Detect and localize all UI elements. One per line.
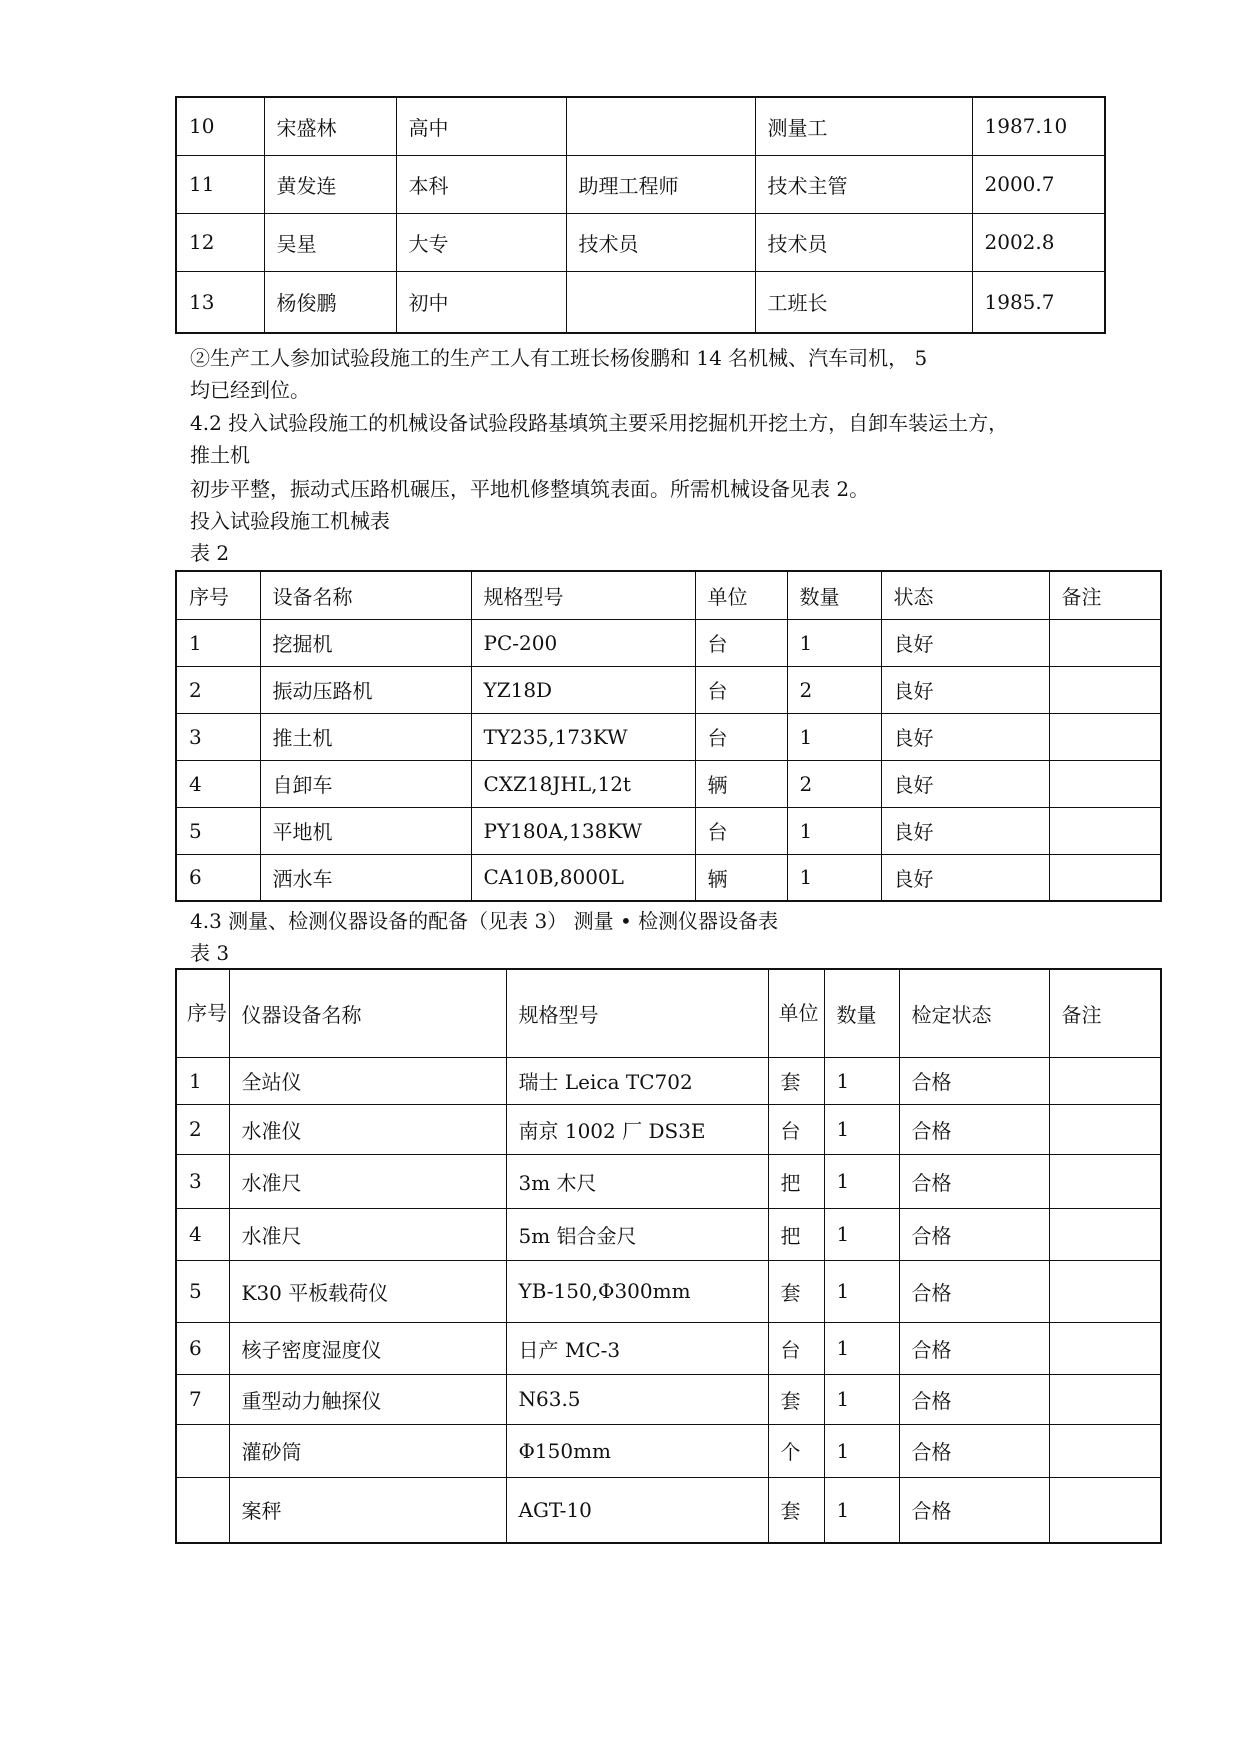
table-cell: 合格 [899, 1374, 1049, 1424]
table-cell: 推土机 [260, 713, 471, 760]
table-cell: 2 [176, 1104, 229, 1154]
table-cell: 良好 [881, 619, 1049, 666]
column-header: 仪器设备名称 [229, 969, 506, 1057]
table-cell: 1 [824, 1260, 899, 1322]
table-cell: 水准尺 [229, 1154, 506, 1208]
table-row [176, 1104, 1161, 1154]
table-cell: 4 [176, 760, 260, 807]
table-cell: 1 [176, 619, 260, 666]
table-cell: 台 [695, 713, 787, 760]
table2-title: 投入试验段施工机械表 [190, 509, 390, 533]
table-cell: 1 [824, 1322, 899, 1374]
table-cell: 1 [787, 713, 881, 760]
paragraph-4-2-line1: 4.2 投入试验段施工的机械设备试验段路基填筑主要采用挖掘机开挖土方，自卸车装运土方， [190, 411, 1009, 435]
table-cell: 黄发连 [264, 155, 396, 213]
table-cell: 合格 [899, 1154, 1049, 1208]
table-row [176, 97, 1105, 155]
table-cell [176, 1424, 229, 1477]
table-cell: 套 [768, 1374, 824, 1424]
table-cell: 1 [176, 1057, 229, 1104]
table-cell: 良好 [881, 854, 1049, 901]
table-row [176, 213, 1105, 271]
table-cell: 台 [695, 666, 787, 713]
table-header-row [176, 969, 1161, 1057]
table-cell: 合格 [899, 1322, 1049, 1374]
table-row [176, 155, 1105, 213]
table-cell: Φ150mm [506, 1424, 768, 1477]
table-cell: 自卸车 [260, 760, 471, 807]
table-cell: 1 [824, 1057, 899, 1104]
table-cell: 1 [824, 1424, 899, 1477]
table-cell: 1 [824, 1477, 899, 1543]
table-cell: 2002.8 [972, 213, 1105, 271]
table-cell: 辆 [695, 760, 787, 807]
table-cell [1049, 1208, 1161, 1260]
machinery-table [175, 570, 1162, 902]
table-row [176, 1057, 1161, 1104]
table-cell: 合格 [899, 1477, 1049, 1543]
table-cell [1049, 1374, 1161, 1424]
table-cell [1049, 713, 1161, 760]
table-cell: AGT-10 [506, 1477, 768, 1543]
table-cell: 助理工程师 [566, 155, 755, 213]
table-cell: 重型动力触探仪 [229, 1374, 506, 1424]
table-cell: 吴星 [264, 213, 396, 271]
table-cell [1049, 760, 1161, 807]
table-row [176, 854, 1161, 901]
staff-table [175, 96, 1106, 334]
table-cell: 5 [176, 807, 260, 854]
table-cell [1049, 807, 1161, 854]
table-cell: 洒水车 [260, 854, 471, 901]
table-cell: 1985.7 [972, 271, 1105, 333]
table-cell: YB-150,Φ300mm [506, 1260, 768, 1322]
table-cell: 6 [176, 854, 260, 901]
table-cell [1049, 854, 1161, 901]
table-cell: 水准仪 [229, 1104, 506, 1154]
table-cell: 技术员 [755, 213, 972, 271]
table-cell: 技术主管 [755, 155, 972, 213]
table-cell: 良好 [881, 807, 1049, 854]
table-cell [1049, 619, 1161, 666]
table-cell: 1 [824, 1104, 899, 1154]
table-cell: 水准尺 [229, 1208, 506, 1260]
column-header: 备注 [1049, 571, 1161, 619]
table-cell: 3m 木尺 [506, 1154, 768, 1208]
table-cell: 12 [176, 213, 264, 271]
table-cell: 宋盛林 [264, 97, 396, 155]
column-header: 规格型号 [471, 571, 695, 619]
table-row [176, 807, 1161, 854]
table-cell [1049, 1154, 1161, 1208]
table-cell: 台 [695, 619, 787, 666]
table-cell: 初中 [396, 271, 566, 333]
table-cell: 良好 [881, 666, 1049, 713]
table-cell: 灌砂筒 [229, 1424, 506, 1477]
column-header: 状态 [881, 571, 1049, 619]
table-cell: 套 [768, 1057, 824, 1104]
table-cell: 测量工 [755, 97, 972, 155]
table-cell [1049, 1104, 1161, 1154]
table-cell: 套 [768, 1260, 824, 1322]
table-row [176, 760, 1161, 807]
table-cell [1049, 666, 1161, 713]
table-cell: 案秤 [229, 1477, 506, 1543]
table-cell: N63.5 [506, 1374, 768, 1424]
table-cell: PY180A,138KW [471, 807, 695, 854]
instruments-table [175, 968, 1162, 1544]
table-cell: 1 [824, 1374, 899, 1424]
table-cell: 6 [176, 1322, 229, 1374]
table-cell: 良好 [881, 760, 1049, 807]
table-row [176, 1322, 1161, 1374]
table-row [176, 1260, 1161, 1322]
table-cell: 2 [787, 760, 881, 807]
column-header: 设备名称 [260, 571, 471, 619]
column-header: 单位 [768, 969, 824, 1057]
table-row [176, 1374, 1161, 1424]
table-cell: 平地机 [260, 807, 471, 854]
table-cell: 台 [768, 1104, 824, 1154]
table-cell: 挖掘机 [260, 619, 471, 666]
table-cell: 辆 [695, 854, 787, 901]
table-cell: 工班长 [755, 271, 972, 333]
table-cell: 1 [787, 854, 881, 901]
table-cell: 3 [176, 713, 260, 760]
column-header: 数量 [787, 571, 881, 619]
paragraph-4-2-line3: 初步平整，振动式压路机碾压，平地机修整填筑表面。所需机械设备见表 2。 [190, 477, 870, 501]
table-cell: 1 [787, 807, 881, 854]
table-cell: 11 [176, 155, 264, 213]
column-header: 单位 [695, 571, 787, 619]
paragraph-workers-line1: ②生产工人参加试验段施工的生产工人有工班长杨俊鹏和 14 名机械、汽车司机， 5 [190, 346, 928, 370]
table-cell: 2000.7 [972, 155, 1105, 213]
table-cell: CA10B,8000L [471, 854, 695, 901]
column-header: 序号 [176, 571, 260, 619]
table-cell: 合格 [899, 1057, 1049, 1104]
table-cell [1049, 1322, 1161, 1374]
column-header: 数量 [824, 969, 899, 1057]
table-row [176, 666, 1161, 713]
table-cell: 合格 [899, 1260, 1049, 1322]
table-cell: 杨俊鹏 [264, 271, 396, 333]
table-cell: 1 [824, 1208, 899, 1260]
table-cell [1049, 1260, 1161, 1322]
table-cell: 全站仪 [229, 1057, 506, 1104]
table-cell: 瑞士 Leica TC702 [506, 1057, 768, 1104]
table-cell: 本科 [396, 155, 566, 213]
table-cell: 把 [768, 1154, 824, 1208]
table2-label: 表 2 [190, 541, 230, 565]
table-cell: 高中 [396, 97, 566, 155]
table-cell: 良好 [881, 713, 1049, 760]
table-row [176, 271, 1105, 333]
table-cell: CXZ18JHL,12t [471, 760, 695, 807]
table-row [176, 713, 1161, 760]
table-cell [1049, 1424, 1161, 1477]
table-cell: TY235,173KW [471, 713, 695, 760]
table-cell: K30 平板载荷仪 [229, 1260, 506, 1322]
table-cell: 1 [787, 619, 881, 666]
table-cell: 大专 [396, 213, 566, 271]
table-cell: 合格 [899, 1104, 1049, 1154]
column-header: 序号 [176, 969, 229, 1057]
table-cell: 4 [176, 1208, 229, 1260]
table-cell: 5m 铝合金尺 [506, 1208, 768, 1260]
table-cell: 台 [768, 1322, 824, 1374]
paragraph-workers-line2: 均已经到位。 [190, 378, 310, 402]
table-cell: 3 [176, 1154, 229, 1208]
table-header-row [176, 571, 1161, 619]
column-header: 检定状态 [899, 969, 1049, 1057]
column-header: 备注 [1049, 969, 1161, 1057]
table-cell [1049, 1057, 1161, 1104]
table-cell: 合格 [899, 1424, 1049, 1477]
table3-label: 表 3 [190, 941, 230, 965]
table-cell: 10 [176, 97, 264, 155]
table-cell: 5 [176, 1260, 229, 1322]
table-cell: 1 [824, 1154, 899, 1208]
table-cell: 个 [768, 1424, 824, 1477]
table-cell: 技术员 [566, 213, 755, 271]
table-cell: YZ18D [471, 666, 695, 713]
table-cell: 日产 MC-3 [506, 1322, 768, 1374]
table-row [176, 1208, 1161, 1260]
table-cell: 南京 1002 厂 DS3E [506, 1104, 768, 1154]
table-cell: 振动压路机 [260, 666, 471, 713]
table-row [176, 1424, 1161, 1477]
table-cell: 把 [768, 1208, 824, 1260]
table-row [176, 1154, 1161, 1208]
table-cell: 套 [768, 1477, 824, 1543]
table-cell: 13 [176, 271, 264, 333]
table-cell: 7 [176, 1374, 229, 1424]
table-cell: PC-200 [471, 619, 695, 666]
table-cell: 核子密度湿度仪 [229, 1322, 506, 1374]
column-header: 规格型号 [506, 969, 768, 1057]
table-cell [176, 1477, 229, 1543]
paragraph-4-2-line2: 推土机 [190, 443, 250, 467]
table-cell [1049, 1477, 1161, 1543]
table-cell [566, 97, 755, 155]
table-cell: 合格 [899, 1208, 1049, 1260]
table-row [176, 619, 1161, 666]
table-cell: 台 [695, 807, 787, 854]
table-cell [566, 271, 755, 333]
paragraph-4-3: 4.3 测量、检测仪器设备的配备（见表 3） 测量 • 检测仪器设备表 [190, 909, 779, 933]
table-row [176, 1477, 1161, 1543]
table-cell: 2 [787, 666, 881, 713]
table-cell: 1987.10 [972, 97, 1105, 155]
table-cell: 2 [176, 666, 260, 713]
